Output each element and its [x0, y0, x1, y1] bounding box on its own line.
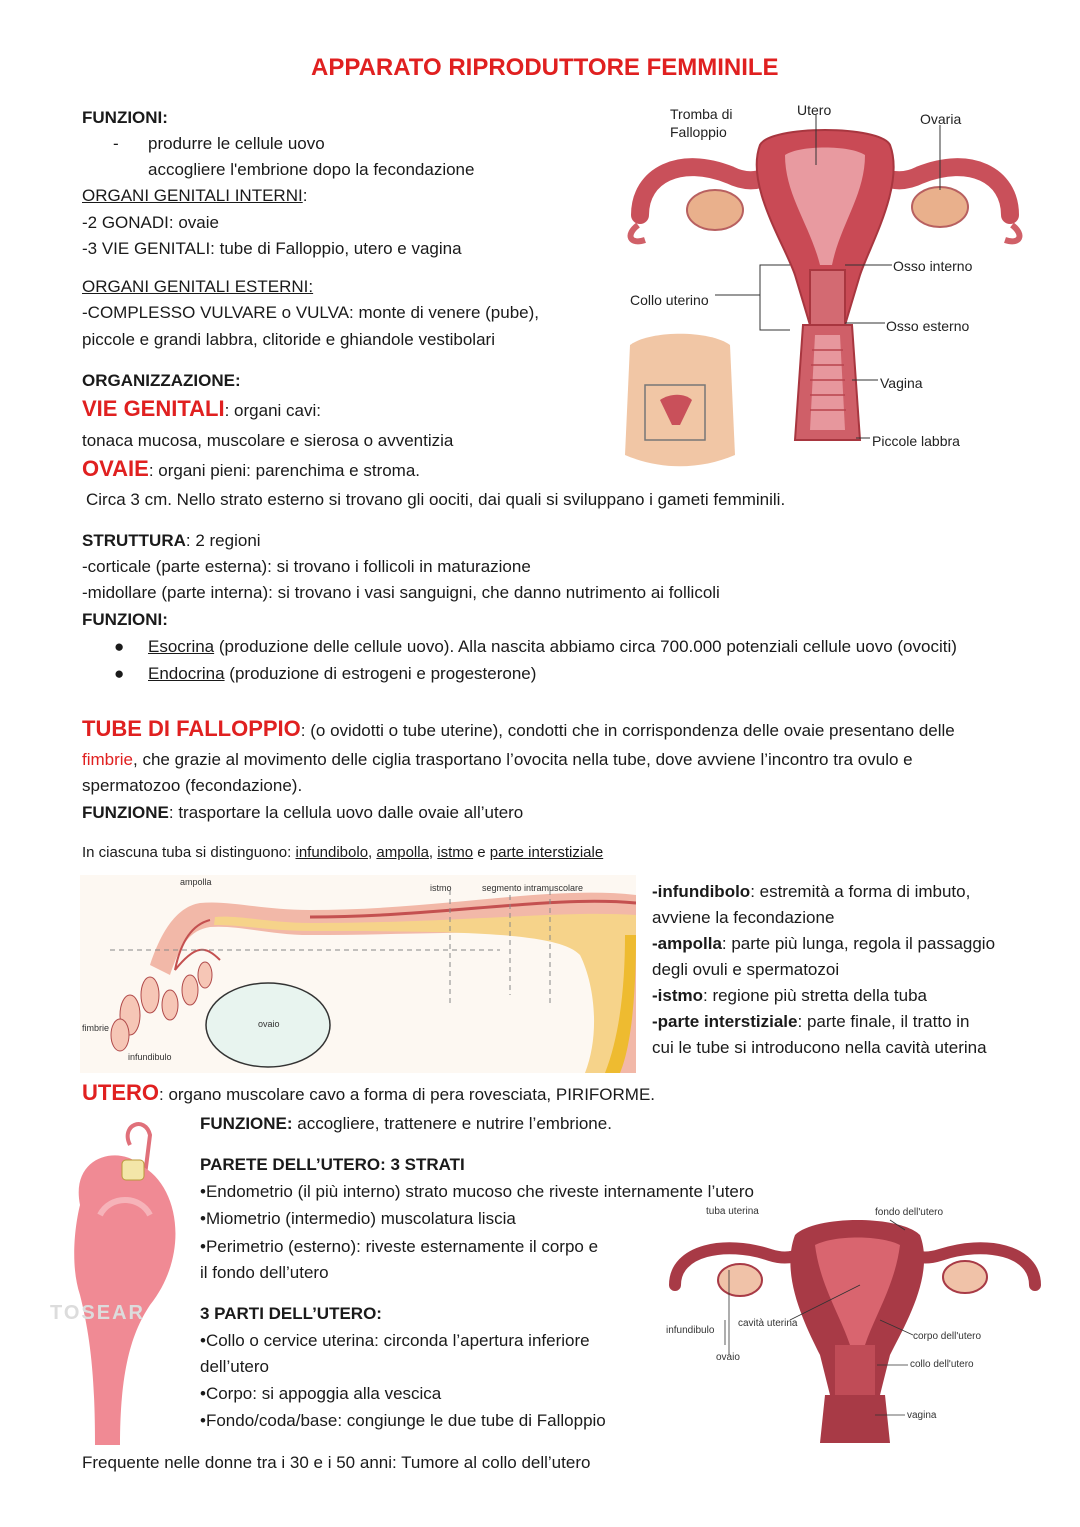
struttura-line-2: -midollare (parte interna): si trovano i vasi sanguigni, che danno nutrimento ai follicoli — [82, 583, 720, 602]
utero-line: UTERO: organo muscolare cavo a forma di pera rovesciata, PIRIFORME. — [82, 1080, 656, 1105]
esterni-heading: ORGANI GENITALI ESTERNI: — [82, 277, 314, 296]
tube-label-ampolla: ampolla — [180, 877, 212, 887]
uterus-label-collo: collo dell'utero — [910, 1359, 974, 1370]
ovaie-line: OVAIE: organi pieni: parenchima e stroma. — [82, 456, 421, 481]
def-istmo: -istmo: regione più stretta della tuba — [652, 986, 927, 1005]
parte-2: •Corpo: si appoggia alla vescica — [200, 1384, 442, 1403]
label-piccole-labbra: Piccole labbra — [872, 433, 960, 449]
tube-line-3: spermatozoo (fecondazione). — [82, 776, 303, 795]
uterus-label-tuba: tuba uterina — [706, 1206, 759, 1217]
parte-3: •Fondo/coda/base: congiunge le due tube di Falloppio — [200, 1411, 606, 1430]
uterus-label-corpo: corpo dell'utero — [913, 1331, 982, 1342]
uterus-label-vagina: vagina — [907, 1410, 937, 1421]
tube-line-2: fimbrie, che grazie al movimento delle ciglia trasportano l’ovocita nella tube, dove avviene l’incontro tra ovulo e — [82, 750, 913, 769]
tube-label-infundibulo: infundibulo — [128, 1052, 172, 1062]
fallopian-tube-diagram — [80, 875, 636, 1073]
ovary-right — [912, 187, 968, 227]
tube-funzione: FUNZIONE: trasportare la cellula uovo dalle ovaie all’utero — [82, 803, 524, 822]
tube-line-1: TUBE DI FALLOPPIO: (o ovidotti o tube uterine), condotti che in corrispondenza delle ovaie presentano delle — [82, 716, 955, 741]
tube-label-fimbrie: fimbrie — [82, 1023, 110, 1033]
def-ampolla-2: degli ovuli e spermatozoi — [652, 960, 840, 979]
interni-line-2: -3 VIE GENITALI: tube di Falloppio, utero e vagina — [82, 239, 462, 258]
tube-label-segmento: segmento intramuscolare — [482, 883, 584, 893]
label-osso-esterno: Osso esterno — [886, 318, 970, 334]
esterni-line-2: piccole e grandi labbra, clitoride e ghiandole vestibolari — [82, 330, 495, 349]
tube-distinguono: In ciascuna tuba si distinguono: infundibolo, ampolla, istmo e parte interstiziale — [82, 844, 604, 861]
uterus-label-ovaio: ovaio — [716, 1352, 740, 1363]
ovaie-line-2: Circa 3 cm. Nello strato esterno si trovano gli oociti, dai quali si sviluppano i gameti femminili. — [86, 490, 786, 509]
organizzazione-heading: ORGANIZZAZIONE: — [82, 371, 241, 390]
tube-definitions — [652, 879, 1042, 1061]
uterus-label-infundibulo: infundibulo — [666, 1325, 715, 1336]
bullet-esocrina: Esocrina (produzione delle cellule uovo). Alla nascita abbiamo circa 700.000 potenziali cellule uovo (ovociti) — [148, 637, 957, 656]
tube-label-istmo: istmo — [430, 883, 452, 893]
bullet-endocrina: Endocrina (produzione di estrogeni e progesterone) — [148, 664, 537, 683]
ovary-left — [687, 190, 743, 230]
label-utero: Utero — [797, 102, 832, 118]
label-vagina: Vagina — [880, 375, 923, 391]
interni-line-1: -2 GONADI: ovaie — [82, 213, 219, 232]
page-title: APPARATO RIPRODUTTORE FEMMINILE — [311, 54, 779, 81]
strato-3b: il fondo dell’utero — [200, 1263, 329, 1282]
def-infundibolo-2: avviene la fecondazione — [652, 908, 835, 927]
watermark: TOSEAR — [50, 1302, 145, 1324]
struttura-line: STRUTTURA: 2 regioni — [82, 531, 261, 550]
parti-heading: 3 PARTI DELL’UTERO: — [200, 1304, 382, 1323]
uterus-front-diagram — [665, 1215, 1045, 1445]
label-collo-uterino: Collo uterino — [630, 292, 709, 308]
parte-1: •Collo o cervice uterina: circonda l’apertura inferiore — [200, 1331, 590, 1350]
utero-funzione: FUNZIONE: accogliere, trattenere e nutrire l’embrione. — [200, 1114, 612, 1133]
funzioni-item: - — [113, 134, 119, 153]
esterni-line-1: -COMPLESSO VULVARE o VULVA: monte di venere (pube), — [82, 303, 539, 322]
funzioni-heading: FUNZIONI: — [82, 108, 168, 127]
parete-heading: PARETE DELL’UTERO: 3 STRATI — [200, 1155, 465, 1174]
strato-3: •Perimetrio (esterno): riveste esternamente il corpo e — [200, 1237, 599, 1256]
struttura-line-1: -corticale (parte esterna): si trovano i follicoli in maturazione — [82, 557, 531, 576]
bullet-dot: ● — [114, 664, 125, 683]
uterus-label-fondo: fondo dell'utero — [875, 1207, 944, 1218]
strato-1: •Endometrio (il più interno) strato mucoso che riveste internamente l’utero — [200, 1182, 754, 1201]
vie-genitali-line: VIE GENITALI: organi cavi: — [82, 396, 321, 421]
label-tromba: Tromba di Falloppio — [670, 106, 733, 140]
female-reproductive-diagram — [620, 95, 1040, 470]
uterus-label-cavita: cavità uterina — [738, 1318, 798, 1329]
funzioni-item-2: accogliere l'embrione dopo la fecondazione — [148, 160, 475, 179]
utero-footer: Frequente nelle donne tra i 30 e i 50 anni: Tumore al collo dell’utero — [82, 1453, 591, 1472]
funzioni-item-1: produrre le cellule uovo — [148, 134, 325, 153]
uterus-side-illustration — [50, 1115, 200, 1445]
interni-heading: ORGANI GENITALI INTERNI: — [82, 186, 308, 205]
parte-1b: dell’utero — [200, 1357, 269, 1376]
def-interstiziale-2: cui le tube si introducono nella cavità uterina — [652, 1038, 987, 1057]
label-ovaria: Ovaria — [920, 111, 962, 127]
struttura-funzioni-heading: FUNZIONI: — [82, 610, 168, 629]
tube-label-ovaio: ovaio — [258, 1019, 280, 1029]
def-infundibolo: -infundibolo: estremità a forma di imbuto, — [652, 882, 971, 901]
label-osso-interno: Osso interno — [893, 258, 973, 274]
def-interstiziale: -parte interstiziale: parte finale, il tratto in — [652, 1012, 970, 1031]
strato-2: •Miometrio (intermedio) muscolatura liscia — [200, 1209, 516, 1228]
bullet-dot: ● — [114, 637, 125, 656]
vie-genitali-line-2: tonaca mucosa, muscolare e sierosa o avventizia — [82, 431, 454, 450]
def-ampolla: -ampolla: parte più lunga, regola il passaggio — [652, 934, 996, 953]
